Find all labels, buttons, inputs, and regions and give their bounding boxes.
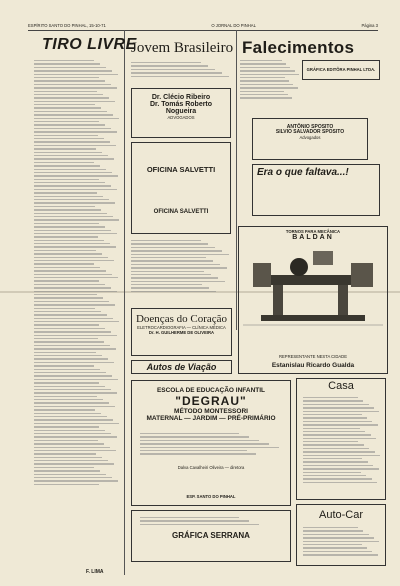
doencas-doctor: Dr. H. GUILHERME DE OLIVEIRA xyxy=(148,330,215,335)
text-line xyxy=(34,209,101,210)
text-line xyxy=(303,448,369,449)
text-line xyxy=(34,277,118,278)
text-line xyxy=(303,472,361,473)
text-line xyxy=(131,247,215,248)
text-line xyxy=(34,447,110,448)
text-line xyxy=(131,254,229,255)
text-line xyxy=(34,362,114,363)
jovem-classifieds xyxy=(131,240,231,294)
text-line xyxy=(34,484,99,485)
text-line xyxy=(240,67,290,68)
text-line xyxy=(303,541,379,542)
text-line xyxy=(303,482,377,483)
text-line xyxy=(34,158,114,159)
text-line xyxy=(240,80,289,81)
text-line xyxy=(34,87,117,88)
text-line xyxy=(34,396,97,397)
text-line xyxy=(303,404,369,405)
text-line xyxy=(34,274,112,275)
text-line xyxy=(303,537,374,538)
text-line xyxy=(131,271,204,272)
text-line xyxy=(34,304,115,305)
text-line xyxy=(34,369,100,370)
text-line xyxy=(34,162,94,163)
text-line xyxy=(303,547,367,548)
text-line xyxy=(303,475,366,476)
falecimentos-title: Falecimentos xyxy=(242,38,355,57)
text-line xyxy=(34,206,95,207)
text-line xyxy=(240,84,293,85)
lathe-machine-illustration xyxy=(243,245,383,341)
text-line xyxy=(34,348,116,349)
text-line xyxy=(303,417,367,418)
column-divider-1 xyxy=(124,30,125,575)
text-line xyxy=(131,277,218,278)
text-line xyxy=(303,444,364,445)
text-line xyxy=(303,451,375,452)
text-line xyxy=(34,324,99,325)
text-line xyxy=(34,216,113,217)
text-line xyxy=(303,414,362,415)
sposito-2: SILVIO SALVADOR SPOSITO xyxy=(275,129,345,135)
text-line xyxy=(303,455,380,456)
text-line xyxy=(140,440,259,441)
text-line xyxy=(303,421,372,422)
text-line xyxy=(34,169,106,170)
escola-l4: MATERNAL — JARDIM — PRÉ-PRIMÁRIO xyxy=(146,415,276,422)
casa-text xyxy=(303,397,381,485)
text-line xyxy=(34,267,100,268)
text-line xyxy=(303,431,365,432)
text-line xyxy=(34,270,106,271)
text-line xyxy=(131,65,208,66)
text-line xyxy=(34,463,114,464)
baldan-sub: TORNOS PARA MECÂNICA xyxy=(285,229,341,234)
text-line xyxy=(34,419,113,420)
text-line xyxy=(34,372,106,373)
text-line xyxy=(34,386,105,387)
casa-ad xyxy=(296,378,386,500)
text-line xyxy=(34,467,94,468)
text-line xyxy=(34,131,117,132)
text-line xyxy=(34,243,110,244)
text-line xyxy=(131,72,222,73)
escola-degrau-ad xyxy=(131,380,291,506)
text-line xyxy=(34,399,103,400)
text-line xyxy=(34,314,107,315)
text-line xyxy=(34,94,103,95)
text-line xyxy=(34,345,110,346)
text-line xyxy=(34,80,105,81)
text-line xyxy=(34,308,95,309)
text-line xyxy=(34,311,101,312)
text-line xyxy=(34,280,99,281)
text-line xyxy=(34,192,97,193)
text-line xyxy=(34,413,101,414)
text-line xyxy=(34,457,102,458)
text-line xyxy=(34,91,97,92)
text-line xyxy=(240,94,288,95)
text-line xyxy=(303,465,373,466)
escola-city: ESP. SANTO DO PINHAL xyxy=(186,494,236,499)
text-line xyxy=(131,284,202,285)
text-line xyxy=(34,118,119,119)
lawyers-ad xyxy=(131,88,231,138)
text-line xyxy=(34,440,98,441)
text-line xyxy=(34,460,108,461)
text-line xyxy=(34,196,103,197)
text-line xyxy=(34,107,101,108)
grafica-serrana-title: GRÁFICA SERRANA xyxy=(172,531,250,540)
text-line xyxy=(34,409,95,410)
grafica-editora-name: GRÁFICA EDITÔRA PINHAL LTDA. xyxy=(306,67,376,72)
tiro-livre-text xyxy=(34,60,120,487)
text-line xyxy=(140,450,247,451)
jovem-brasileiro-text xyxy=(131,62,231,79)
falecimentos-text xyxy=(240,60,300,101)
text-line xyxy=(140,433,239,434)
grafica-editora-ad xyxy=(302,60,380,80)
text-line xyxy=(34,406,115,407)
text-line xyxy=(34,226,105,227)
text-line xyxy=(131,264,220,265)
text-line xyxy=(140,453,256,454)
text-line xyxy=(131,69,215,70)
text-line xyxy=(34,124,105,125)
text-line xyxy=(34,84,111,85)
text-line xyxy=(34,379,118,380)
text-line xyxy=(131,250,222,251)
tiro-livre-signature: F. LIMA xyxy=(86,569,104,575)
estanislau-label: REPRESENTANTE NESTA CIDADE xyxy=(278,354,348,359)
text-line xyxy=(303,530,363,531)
autos-title: Autos de Viação xyxy=(146,362,217,372)
text-line xyxy=(303,407,374,408)
grafica-serrana-text xyxy=(140,517,282,527)
tiro-livre-title: TIRO LIVRE xyxy=(42,36,137,53)
escola-l3: MÉTODO MONTESSORI xyxy=(174,408,248,415)
text-line xyxy=(34,477,112,478)
text-line xyxy=(34,443,104,444)
text-line xyxy=(303,458,362,459)
text-line xyxy=(34,474,106,475)
text-line xyxy=(34,77,99,78)
text-line xyxy=(34,318,113,319)
text-line xyxy=(34,284,105,285)
text-line xyxy=(140,436,249,437)
text-line xyxy=(131,267,227,268)
escola-l1: ESCOLA DE EDUCAÇÃO INFANTIL xyxy=(156,387,266,394)
lawyer-2: Dr. Tomás Roberto xyxy=(149,101,213,108)
text-line xyxy=(303,428,360,429)
text-line xyxy=(34,121,99,122)
text-line xyxy=(34,423,119,424)
text-line xyxy=(34,138,104,139)
text-line xyxy=(34,70,112,71)
lawyer-1: Dr. Clécio Ribeiro xyxy=(151,94,211,101)
text-line xyxy=(34,185,111,186)
text-line xyxy=(34,480,118,481)
text-line xyxy=(303,544,362,545)
text-line xyxy=(34,111,107,112)
text-line xyxy=(34,145,116,146)
text-line xyxy=(34,335,117,336)
text-line xyxy=(34,253,102,254)
text-line xyxy=(34,236,98,237)
text-line xyxy=(34,352,96,353)
text-line xyxy=(34,141,110,142)
text-line xyxy=(240,63,286,64)
text-line xyxy=(34,63,100,64)
text-line xyxy=(34,260,114,261)
text-line xyxy=(131,240,201,241)
text-line xyxy=(34,250,96,251)
text-line xyxy=(34,430,105,431)
text-line xyxy=(303,534,369,535)
text-line xyxy=(240,91,284,92)
doencas-coracao-ad xyxy=(131,308,232,356)
text-line xyxy=(34,97,109,98)
text-line xyxy=(303,554,378,555)
text-line xyxy=(34,338,98,339)
text-line xyxy=(240,87,298,88)
text-line xyxy=(34,246,116,247)
text-line xyxy=(140,524,259,525)
doencas-sub: ELETROCARDIOGRAFIA — CLÍNICA MÉDICA xyxy=(137,325,226,330)
autos-viacao-ad xyxy=(131,360,232,374)
jovem-brasileiro-title: Jovem Brasileiro xyxy=(131,40,234,56)
oficina-title: OFICINA SALVETTI xyxy=(146,165,216,174)
text-line xyxy=(131,243,208,244)
text-line xyxy=(131,274,211,275)
text-line xyxy=(34,114,113,115)
text-line xyxy=(303,461,368,462)
text-line xyxy=(240,97,292,98)
text-line xyxy=(34,182,105,183)
text-line xyxy=(131,287,209,288)
text-line xyxy=(34,392,117,393)
text-line xyxy=(34,165,100,166)
text-line xyxy=(34,297,103,298)
sposito-1: ANTÔNIO SPOSITO xyxy=(286,124,334,130)
text-line xyxy=(303,400,363,401)
text-line xyxy=(34,294,97,295)
text-line xyxy=(140,443,269,444)
text-line xyxy=(303,434,371,435)
estanislau-name: Estanislau Ricardo Gualda xyxy=(271,362,355,369)
text-line xyxy=(131,281,225,282)
text-line xyxy=(34,389,111,390)
text-line xyxy=(34,263,94,264)
text-line xyxy=(303,551,372,552)
escola-l2: "DEGRAU" xyxy=(175,394,247,408)
autocar-text xyxy=(303,527,381,558)
text-line xyxy=(34,426,99,427)
text-line xyxy=(34,74,118,75)
era-faltava-box xyxy=(252,164,380,216)
text-line xyxy=(34,189,117,190)
text-line xyxy=(34,365,94,366)
text-line xyxy=(140,517,239,518)
text-line xyxy=(34,291,117,292)
text-line xyxy=(303,397,358,398)
sposito-3: Advogados xyxy=(299,135,321,140)
text-line xyxy=(34,155,108,156)
text-line xyxy=(34,287,111,288)
text-line xyxy=(34,230,111,231)
text-line xyxy=(34,152,102,153)
text-line xyxy=(34,355,102,356)
text-line xyxy=(34,331,111,332)
header-left: ESPÍRITO SANTO DO PINHAL, 15-10-71 xyxy=(28,22,106,28)
text-line xyxy=(34,328,105,329)
text-line xyxy=(303,527,358,528)
text-line xyxy=(34,199,109,200)
autocar-title: Auto-Car xyxy=(318,509,364,521)
text-line xyxy=(34,341,104,342)
text-line xyxy=(34,321,119,322)
doencas-title: Doenças do Coração xyxy=(135,313,228,325)
text-line xyxy=(34,240,104,241)
text-line xyxy=(34,301,109,302)
page-header xyxy=(28,20,378,31)
autocar-ad xyxy=(296,504,386,566)
grafica-serrana-ad xyxy=(131,510,291,562)
text-line xyxy=(34,172,112,173)
text-line xyxy=(240,70,295,71)
text-line xyxy=(34,450,116,451)
text-line xyxy=(34,470,100,471)
text-line xyxy=(303,438,376,439)
oficina-salvetti-ad xyxy=(131,142,231,234)
text-line xyxy=(131,260,213,261)
header-center: O JORNAL DO PINHAL xyxy=(211,22,256,28)
baldan-ad xyxy=(238,226,388,374)
lawyers-label: ADVOGADOS xyxy=(167,115,195,120)
text-line xyxy=(303,478,372,479)
text-line xyxy=(34,358,108,359)
text-line xyxy=(303,411,379,412)
text-line xyxy=(34,402,109,403)
oficina-foot: OFICINA SALVETTI xyxy=(153,209,209,215)
text-line xyxy=(34,257,108,258)
text-line xyxy=(34,148,96,149)
column-divider-2 xyxy=(236,30,237,330)
baldan-title: BALDAN xyxy=(292,234,334,241)
text-line xyxy=(34,453,96,454)
header-right: Página 3 xyxy=(361,22,378,28)
text-line xyxy=(34,60,94,61)
text-line xyxy=(131,62,201,63)
text-line xyxy=(34,175,118,176)
text-line xyxy=(34,101,115,102)
text-line xyxy=(34,202,115,203)
text-line xyxy=(34,233,117,234)
text-line xyxy=(34,382,99,383)
text-line xyxy=(34,436,117,437)
text-line xyxy=(131,257,206,258)
text-line xyxy=(303,468,379,469)
text-line xyxy=(34,433,111,434)
text-line xyxy=(34,179,99,180)
casa-title: Casa xyxy=(328,380,354,392)
text-line xyxy=(34,223,99,224)
sposito-ad xyxy=(252,118,368,160)
text-line xyxy=(34,67,106,68)
text-line xyxy=(240,60,282,61)
text-line xyxy=(34,375,112,376)
text-line xyxy=(131,76,229,77)
text-line xyxy=(34,219,119,220)
text-line xyxy=(34,104,95,105)
escola-director: Dalva Cavalheiri Oliveira — diretora xyxy=(177,465,245,470)
text-line xyxy=(34,213,107,214)
era-faltava-title: Era o que faltava...! xyxy=(257,167,349,178)
text-line xyxy=(131,291,216,292)
escola-text xyxy=(140,433,282,457)
text-line xyxy=(140,447,279,448)
text-line xyxy=(240,77,285,78)
text-line xyxy=(303,441,358,442)
lawyer-3: Nogueira xyxy=(165,108,197,115)
text-line xyxy=(140,520,249,521)
text-line xyxy=(34,128,111,129)
text-line xyxy=(303,424,378,425)
text-line xyxy=(240,74,299,75)
text-line xyxy=(34,135,98,136)
text-line xyxy=(34,416,107,417)
